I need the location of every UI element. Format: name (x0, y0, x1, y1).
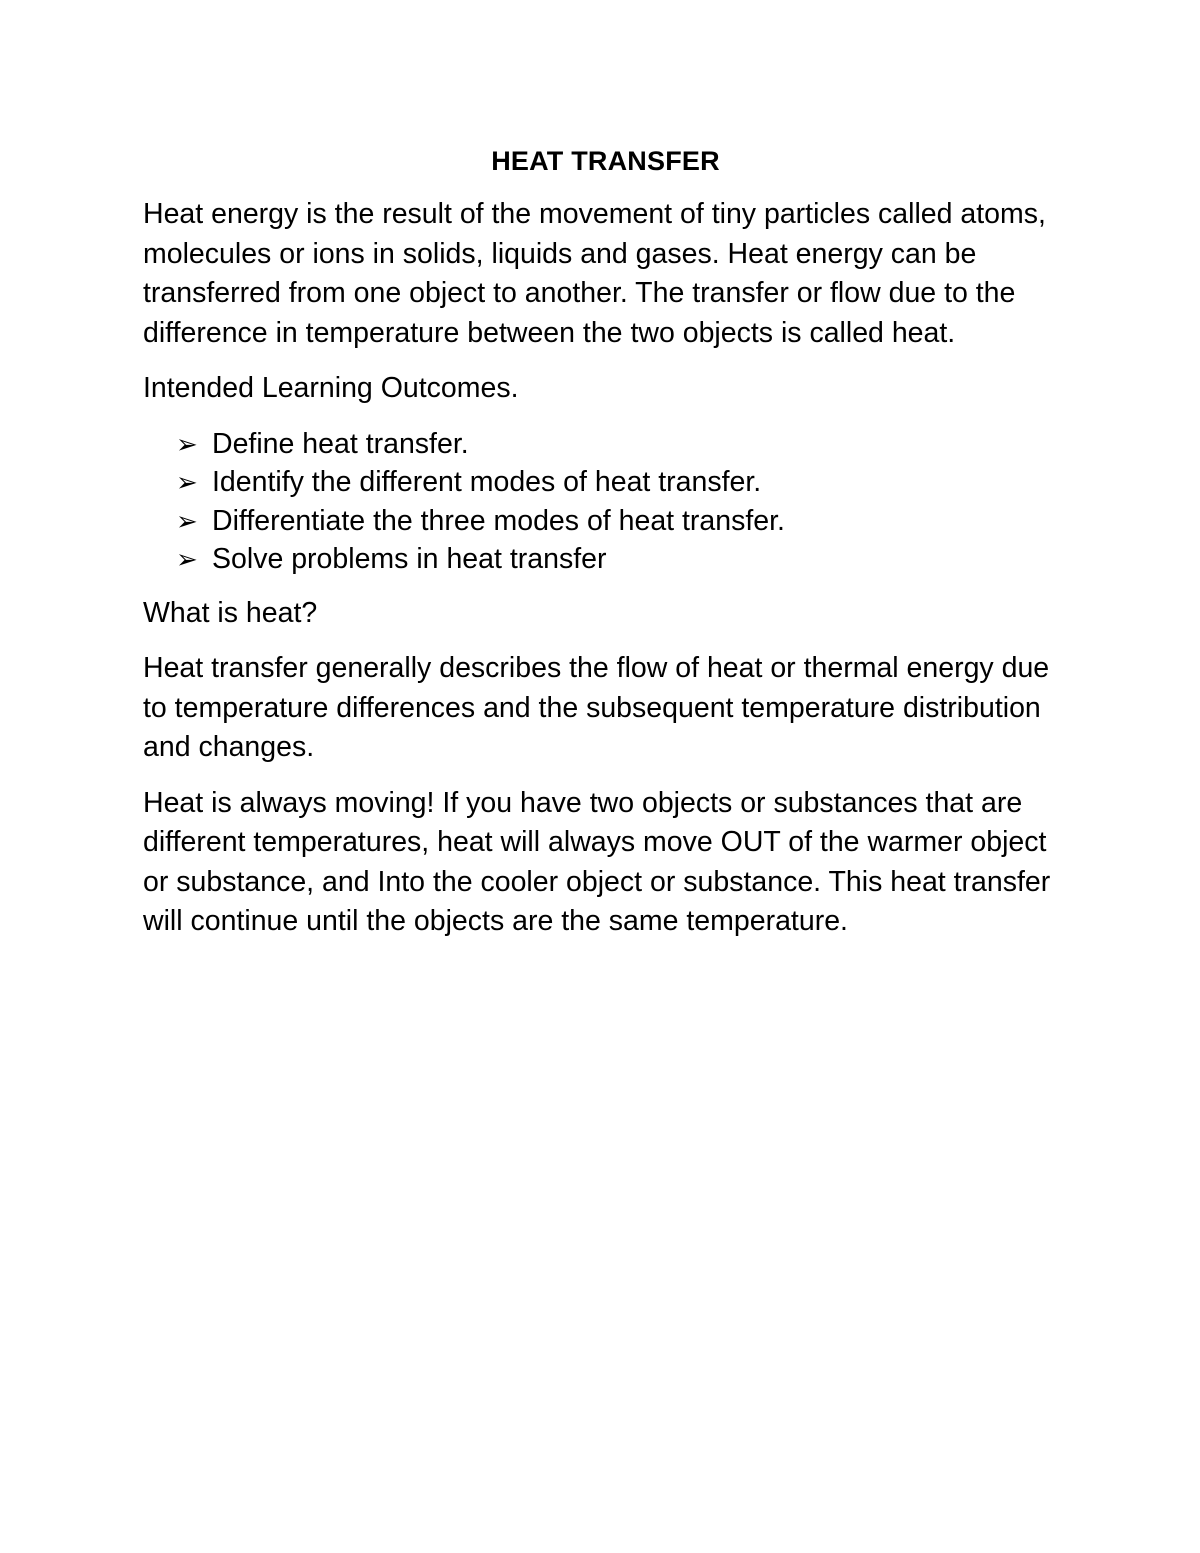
page-title: HEAT TRANSFER (491, 146, 720, 176)
definition-paragraph: Heat transfer generally describes the flow of heat or thermal energy due to temperature differences and the subsequent temperature distribution and changes. (143, 652, 1050, 763)
outcomes-list (143, 425, 1068, 579)
list-item (176, 540, 1068, 579)
explanation-paragraph: Heat is always moving! If you have two objects or substances that are different temperatures, heat will always move OUT of the warmer object or substance, and Into the cooler object or substance. This heat transfer will continue until the objects are the same temperature. (143, 786, 1051, 937)
list-item (176, 425, 1068, 464)
list-item-text: Solve problems in heat transfer (212, 543, 607, 575)
arrow-bullet-icon: ➢ (176, 544, 198, 574)
list-item-text: Define heat transfer. (212, 427, 469, 460)
question-heading: What is heat? (143, 596, 318, 629)
outcomes-heading: Intended Learning Outcomes. (143, 372, 519, 404)
arrow-bullet-icon: ➢ (176, 505, 198, 536)
list-item (176, 502, 1068, 541)
arrow-bullet-icon: ➢ (176, 428, 198, 459)
intro-paragraph: Heat energy is the result of the movement of tiny particles called atoms, molecules or ions in solids, liquids and gases. Heat energy can be transferred from one object to another. The transfer or flow due to the difference in temperature between the two objects is called heat. (143, 198, 1046, 349)
document-content (143, 142, 1068, 958)
list-item-text: Differentiate the three modes of heat transfer. (212, 504, 785, 537)
arrow-bullet-icon: ➢ (176, 467, 198, 497)
list-item-text: Identify the different modes of heat transfer. (212, 466, 762, 498)
list-item (176, 463, 1068, 502)
